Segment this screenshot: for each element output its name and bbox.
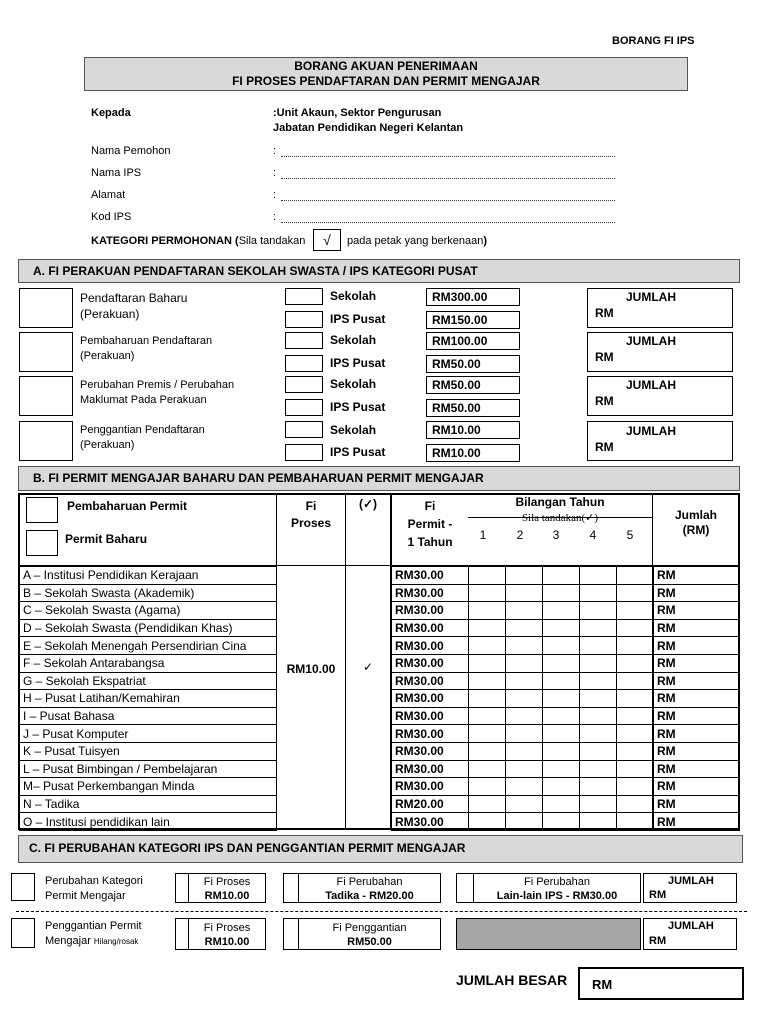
year-checkbox[interactable] bbox=[580, 742, 617, 760]
fi-permit-header bbox=[392, 497, 468, 551]
year-2: 2 bbox=[516, 528, 524, 542]
year-checkbox[interactable] bbox=[469, 690, 506, 708]
ips-pusat-fee: RM150.00 bbox=[426, 311, 520, 329]
table-row bbox=[392, 584, 740, 602]
year-checkbox[interactable] bbox=[580, 602, 617, 620]
pembaharuan-permit-checkbox[interactable] bbox=[26, 497, 58, 523]
year-checkbox[interactable] bbox=[543, 602, 580, 620]
perubahan-kategori-checkbox[interactable] bbox=[11, 873, 35, 901]
row-total[interactable]: RM bbox=[654, 795, 740, 813]
year-checkbox[interactable] bbox=[617, 619, 654, 637]
row-total[interactable]: RM bbox=[654, 742, 740, 760]
row-label-line1: Penggantian Pendaftaran bbox=[80, 424, 205, 436]
year-checkbox[interactable] bbox=[543, 725, 580, 743]
year-checkbox[interactable] bbox=[469, 602, 506, 620]
sekolah-label: Sekolah bbox=[330, 423, 377, 437]
year-checkbox[interactable] bbox=[543, 619, 580, 637]
year-checkbox[interactable] bbox=[617, 707, 654, 725]
section-b-title: B. FI PERMIT MENGAJAR BAHARU DAN PEMBAHARUAN PERMIT MENGAJAR bbox=[18, 466, 740, 491]
year-checkbox[interactable] bbox=[506, 813, 543, 831]
kategori-close: ) bbox=[483, 235, 488, 247]
permit-fee: RM30.00 bbox=[392, 602, 469, 620]
row-total[interactable]: RM bbox=[654, 672, 740, 690]
section-a-row-label bbox=[80, 423, 205, 453]
institution-row bbox=[20, 672, 277, 690]
row-total[interactable]: RM bbox=[654, 690, 740, 708]
permit-fee: RM30.00 bbox=[392, 813, 469, 831]
year-checkbox[interactable] bbox=[506, 795, 543, 813]
permit-fee: RM30.00 bbox=[392, 567, 469, 585]
permit-fee: RM30.00 bbox=[392, 760, 469, 778]
jumlah-box[interactable] bbox=[643, 918, 737, 950]
kepada-line2: Jabatan Pendidikan Negeri Kelantan bbox=[273, 122, 464, 134]
fee-label: Fi Perubahan bbox=[523, 876, 591, 888]
jumlah-label: JUMLAH bbox=[626, 290, 676, 304]
year-checkbox[interactable] bbox=[580, 690, 617, 708]
section-a-row-label bbox=[80, 378, 234, 408]
sekolah-label: Sekolah bbox=[330, 377, 377, 391]
institution-row bbox=[20, 707, 277, 725]
ips-pusat-checkbox[interactable] bbox=[285, 399, 323, 416]
year-checkbox[interactable] bbox=[506, 725, 543, 743]
year-checkbox[interactable] bbox=[506, 602, 543, 620]
institution-label: M– Pusat Perkembangan Minda bbox=[20, 778, 277, 796]
row-label-line1: Pendaftaran Baharu bbox=[80, 291, 188, 305]
form-title-line2: FI PROSES PENDAFTARAN DAN PERMIT MENGAJAR bbox=[232, 74, 540, 88]
jumlah-label: JUMLAH bbox=[626, 334, 676, 348]
institution-label: L – Pusat Bimbingan / Pembelajaran bbox=[20, 760, 277, 778]
alamat-label: Alamat bbox=[91, 189, 126, 201]
row-label-line2: (Perakuan) bbox=[80, 307, 140, 321]
fi-proses-box bbox=[188, 873, 266, 903]
fi-penggantian-box bbox=[298, 918, 441, 950]
section-c-title: C. FI PERUBAHAN KATEGORI IPS DAN PENGGANTIAN PERMIT MENGAJAR bbox=[18, 835, 743, 863]
form-code: BORANG FI IPS bbox=[612, 35, 695, 47]
ips-pusat-checkbox[interactable] bbox=[285, 311, 323, 328]
year-checkbox[interactable] bbox=[469, 637, 506, 655]
permit-baharu-checkbox[interactable] bbox=[26, 530, 58, 556]
kategori-heading: KATEGORI PERMOHONAN ( bbox=[91, 235, 239, 247]
table-row bbox=[392, 567, 740, 585]
sekolah-fee: RM50.00 bbox=[426, 376, 520, 394]
year-checkbox[interactable] bbox=[580, 567, 617, 585]
bilangan-tahun-header: Bilangan Tahun bbox=[515, 495, 605, 509]
kepada-line1: :Unit Akaun, Sektor Pengurusan bbox=[273, 107, 442, 119]
label-line: Permit Mengajar bbox=[45, 890, 126, 902]
row-total[interactable]: RM bbox=[654, 778, 740, 796]
year-checkbox[interactable] bbox=[543, 637, 580, 655]
institution-row bbox=[20, 813, 277, 831]
penggantian-pendaftaran-checkbox[interactable] bbox=[19, 421, 73, 461]
year-checkbox[interactable] bbox=[580, 672, 617, 690]
jumlah-box[interactable] bbox=[587, 421, 733, 461]
sekolah-label: Sekolah bbox=[330, 289, 377, 303]
row-label-line1: Perubahan Premis / Perubahan bbox=[80, 379, 235, 391]
year-checkbox[interactable] bbox=[506, 567, 543, 585]
perubahan-premis-checkbox[interactable] bbox=[19, 376, 73, 416]
year-checkbox[interactable] bbox=[543, 760, 580, 778]
ips-pusat-fee: RM10.00 bbox=[426, 444, 520, 462]
institution-label: O – Institusi pendidikan lain bbox=[20, 813, 277, 831]
year-checkbox[interactable] bbox=[580, 707, 617, 725]
table-row bbox=[392, 813, 740, 831]
row-total[interactable]: RM bbox=[654, 760, 740, 778]
sekolah-checkbox[interactable] bbox=[285, 421, 323, 438]
alamat-colon: : bbox=[273, 189, 277, 201]
jumlah-besar-field[interactable]: RM bbox=[578, 967, 744, 1000]
year-checkbox[interactable] bbox=[580, 725, 617, 743]
kategori-instruction-text: Sila tandakan bbox=[238, 235, 306, 247]
section-a-title: A. FI PERAKUAN PENDAFTARAN SEKOLAH SWASTA / IPS KATEGORI PUSAT bbox=[18, 259, 740, 283]
check-column-header: (✓) bbox=[358, 497, 378, 511]
year-checkbox[interactable] bbox=[580, 760, 617, 778]
kod-ips-field[interactable] bbox=[281, 222, 615, 223]
kategori-instruction-after bbox=[347, 235, 487, 247]
jumlah-label: JUMLAH bbox=[626, 378, 676, 392]
header-line: Fi bbox=[305, 499, 317, 513]
alamat-field[interactable] bbox=[281, 200, 615, 201]
rm-label: RM bbox=[595, 350, 614, 364]
permit-fee: RM20.00 bbox=[392, 795, 469, 813]
year-checkbox[interactable] bbox=[506, 778, 543, 796]
year-checkbox[interactable] bbox=[617, 813, 654, 831]
table-row bbox=[392, 760, 740, 778]
sample-check-box bbox=[313, 229, 341, 251]
header-line: Proses bbox=[290, 516, 332, 530]
year-checkbox[interactable] bbox=[543, 654, 580, 672]
nama-pemohon-label: Nama Pemohon bbox=[91, 145, 171, 157]
year-checkbox[interactable] bbox=[580, 584, 617, 602]
jumlah-box[interactable] bbox=[587, 332, 733, 372]
year-1: 1 bbox=[479, 528, 487, 542]
year-checkbox[interactable] bbox=[543, 567, 580, 585]
fee-label: Fi Perubahan bbox=[336, 876, 403, 888]
jumlah-label: JUMLAH bbox=[626, 424, 676, 438]
pendaftaran-baharu-checkbox[interactable] bbox=[19, 288, 73, 328]
fee-amount: RM10.00 bbox=[204, 936, 250, 948]
row-total[interactable]: RM bbox=[654, 567, 740, 585]
ips-pusat-label: IPS Pusat bbox=[330, 445, 386, 459]
year-checkbox[interactable] bbox=[506, 619, 543, 637]
row-total[interactable]: RM bbox=[654, 637, 740, 655]
year-checkbox[interactable] bbox=[543, 690, 580, 708]
row-total[interactable]: RM bbox=[654, 584, 740, 602]
ips-pusat-label: IPS Pusat bbox=[330, 312, 386, 326]
fee-label: Fi Proses bbox=[203, 876, 251, 888]
penggantian-permit-label bbox=[45, 919, 142, 949]
section-a-row-label bbox=[80, 334, 212, 364]
jumlah-header bbox=[653, 508, 739, 538]
permit-fee: RM30.00 bbox=[392, 637, 469, 655]
ips-pusat-label: IPS Pusat bbox=[330, 400, 386, 414]
institution-row bbox=[20, 795, 277, 813]
year-checkbox[interactable] bbox=[506, 760, 543, 778]
year-checkbox[interactable] bbox=[580, 619, 617, 637]
institution-row bbox=[20, 690, 277, 708]
permit-fee: RM30.00 bbox=[392, 672, 469, 690]
institution-label: H – Pusat Latihan/Kemahiran bbox=[20, 690, 277, 708]
year-checkbox[interactable] bbox=[506, 654, 543, 672]
lain-lain-checkbox[interactable] bbox=[456, 873, 474, 903]
year-checkbox[interactable] bbox=[617, 637, 654, 655]
table-row bbox=[392, 602, 740, 620]
institution-label: A – Institusi Pendidikan Kerajaan bbox=[20, 567, 277, 585]
year-3: 3 bbox=[552, 528, 560, 542]
year-checkbox[interactable] bbox=[617, 690, 654, 708]
jumlah-besar-label: JUMLAH BESAR bbox=[456, 972, 568, 988]
institution-row bbox=[20, 637, 277, 655]
year-checkbox[interactable] bbox=[617, 584, 654, 602]
institution-row bbox=[20, 567, 277, 585]
label-line: Penggantian Permit bbox=[45, 920, 142, 932]
year-checkbox[interactable] bbox=[506, 584, 543, 602]
nama-pemohon-field[interactable] bbox=[281, 156, 615, 157]
institution-label: B – Sekolah Swasta (Akademik) bbox=[20, 584, 277, 602]
fi-proses-box bbox=[188, 918, 266, 950]
perubahan-kategori-label bbox=[45, 874, 143, 904]
disabled-gray-box bbox=[456, 918, 641, 950]
header-line: (RM) bbox=[682, 523, 710, 537]
form-title-line1: BORANG AKUAN PENERIMAAN bbox=[294, 59, 478, 73]
jumlah-box[interactable] bbox=[643, 873, 737, 903]
institution-label: N – Tadika bbox=[20, 795, 277, 813]
year-checkbox[interactable] bbox=[580, 637, 617, 655]
nama-ips-colon: : bbox=[273, 167, 277, 179]
header-line: Fi bbox=[424, 499, 436, 513]
fee-amount: Tadika - RM20.00 bbox=[325, 890, 414, 902]
year-checkbox[interactable] bbox=[543, 742, 580, 760]
institution-row bbox=[20, 602, 277, 620]
table-row bbox=[392, 654, 740, 672]
fi-proses-value: RM10.00 bbox=[286, 662, 336, 676]
year-checkbox[interactable] bbox=[469, 707, 506, 725]
rm-label: RM bbox=[649, 889, 667, 901]
year-checkbox[interactable] bbox=[617, 725, 654, 743]
ips-pusat-label: IPS Pusat bbox=[330, 356, 386, 370]
table-row bbox=[392, 707, 740, 725]
sekolah-fee: RM10.00 bbox=[426, 421, 520, 439]
year-checkbox[interactable] bbox=[469, 813, 506, 831]
sekolah-label: Sekolah bbox=[330, 333, 377, 347]
sila-tandakan-note: Sila tandakan(✓) bbox=[521, 512, 599, 524]
permit-fee: RM30.00 bbox=[392, 619, 469, 637]
institution-row bbox=[20, 742, 277, 760]
year-checkbox[interactable] bbox=[543, 707, 580, 725]
permit-fee: RM30.00 bbox=[392, 778, 469, 796]
fi-proses-header bbox=[277, 498, 345, 532]
year-checkbox[interactable] bbox=[617, 672, 654, 690]
table-row bbox=[392, 742, 740, 760]
jumlah-box[interactable] bbox=[587, 288, 733, 328]
jumlah-box[interactable] bbox=[587, 376, 733, 416]
fee-amount: RM50.00 bbox=[347, 936, 392, 948]
year-checkbox[interactable] bbox=[580, 778, 617, 796]
year-checkbox[interactable] bbox=[543, 813, 580, 831]
year-checkbox[interactable] bbox=[543, 672, 580, 690]
year-checkbox[interactable] bbox=[580, 654, 617, 672]
year-checkbox[interactable] bbox=[617, 654, 654, 672]
year-4: 4 bbox=[589, 528, 597, 542]
form-title-bar bbox=[84, 57, 688, 91]
table-row bbox=[392, 619, 740, 637]
sekolah-checkbox[interactable] bbox=[285, 288, 323, 305]
institution-label: D – Sekolah Swasta (Pendidikan Khas) bbox=[20, 619, 277, 637]
row-total[interactable]: RM bbox=[654, 602, 740, 620]
nama-ips-field[interactable] bbox=[281, 178, 615, 179]
row-total[interactable]: RM bbox=[654, 654, 740, 672]
label-line: Mengajar bbox=[45, 935, 91, 947]
fee-label: Fi Proses bbox=[203, 922, 251, 934]
year-checkbox[interactable] bbox=[506, 690, 543, 708]
institution-label: K – Pusat Tuisyen bbox=[20, 742, 277, 760]
kod-ips-label: Kod IPS bbox=[91, 211, 132, 223]
penggantian-permit-checkbox[interactable] bbox=[11, 918, 35, 948]
institution-list bbox=[19, 566, 277, 831]
row-total[interactable]: RM bbox=[654, 725, 740, 743]
year-checkbox[interactable] bbox=[617, 742, 654, 760]
institution-label: I – Pusat Bahasa bbox=[20, 707, 277, 725]
header-line: Jumlah bbox=[674, 508, 717, 522]
fi-perubahan-tadika-box bbox=[298, 873, 441, 903]
year-checkbox[interactable] bbox=[469, 742, 506, 760]
institution-label: J – Pusat Komputer bbox=[20, 725, 277, 743]
year-checkbox[interactable] bbox=[543, 778, 580, 796]
institution-label: C – Sekolah Swasta (Agama) bbox=[20, 602, 277, 620]
year-checkbox[interactable] bbox=[543, 795, 580, 813]
year-checkbox[interactable] bbox=[506, 707, 543, 725]
institution-row bbox=[20, 725, 277, 743]
year-checkbox[interactable] bbox=[617, 760, 654, 778]
label-line: Perubahan Kategori bbox=[45, 875, 143, 887]
permit-fee: RM30.00 bbox=[392, 584, 469, 602]
rm-label: RM bbox=[595, 306, 614, 320]
institution-row bbox=[20, 654, 277, 672]
tadika-checkbox[interactable] bbox=[283, 873, 299, 903]
jumlah-label: JUMLAH bbox=[668, 920, 714, 932]
nama-pemohon-colon: : bbox=[273, 145, 277, 157]
year-checkbox[interactable] bbox=[469, 672, 506, 690]
year-checkbox[interactable] bbox=[580, 795, 617, 813]
row-label-line2: (Perakuan) bbox=[80, 439, 135, 451]
rm-label: RM bbox=[595, 440, 614, 454]
permit-fee: RM30.00 bbox=[392, 690, 469, 708]
row-label-line1: Pembaharuan Pendaftaran bbox=[80, 335, 213, 347]
section-a-row-label bbox=[80, 290, 187, 322]
sekolah-fee: RM100.00 bbox=[426, 332, 520, 350]
year-checkbox[interactable] bbox=[580, 813, 617, 831]
pembaharuan-pendaftaran-checkbox[interactable] bbox=[19, 332, 73, 372]
header-line: 1 Tahun bbox=[407, 535, 453, 549]
fee-amount: RM10.00 bbox=[204, 890, 250, 902]
year-checkbox[interactable] bbox=[506, 672, 543, 690]
fi-proses-checkbox[interactable] bbox=[175, 873, 189, 903]
ips-pusat-fee: RM50.00 bbox=[426, 399, 520, 417]
fi-proses-checkbox[interactable] bbox=[175, 918, 189, 950]
kategori-instruction-tail: pada petak yang berkenaan bbox=[347, 235, 484, 247]
fee-label: Fi Penggantian bbox=[332, 922, 407, 934]
fi-penggantian-checkbox[interactable] bbox=[283, 918, 299, 950]
table-row bbox=[392, 690, 740, 708]
row-total[interactable]: RM bbox=[654, 707, 740, 725]
row-total[interactable]: RM bbox=[654, 813, 740, 831]
ips-pusat-checkbox[interactable] bbox=[285, 355, 323, 372]
year-checkbox[interactable] bbox=[469, 567, 506, 585]
institution-row bbox=[20, 760, 277, 778]
table-row bbox=[392, 672, 740, 690]
header-line: Permit - bbox=[407, 517, 453, 531]
row-label-line2: (Perakuan) bbox=[80, 350, 135, 362]
year-checkbox[interactable] bbox=[617, 795, 654, 813]
kepada-label: Kepada bbox=[91, 107, 131, 119]
year-checkbox[interactable] bbox=[469, 795, 506, 813]
row-total[interactable]: RM bbox=[654, 619, 740, 637]
ips-pusat-fee: RM50.00 bbox=[426, 355, 520, 373]
year-checkbox[interactable] bbox=[469, 619, 506, 637]
row-label-line2: Maklumat Pada Perakuan bbox=[80, 394, 207, 406]
fi-perubahan-lain-box bbox=[473, 873, 641, 903]
rm-label: RM bbox=[649, 935, 667, 947]
year-checkbox[interactable] bbox=[506, 742, 543, 760]
table-row bbox=[392, 778, 740, 796]
year-checkbox[interactable] bbox=[543, 584, 580, 602]
institution-row bbox=[20, 619, 277, 637]
fee-amount: Lain-lain IPS - RM30.00 bbox=[496, 890, 618, 902]
year-checkbox[interactable] bbox=[617, 778, 654, 796]
permit-fee: RM30.00 bbox=[392, 742, 469, 760]
label-note: Hilang/rosak bbox=[93, 937, 139, 946]
pembaharuan-permit-label: Pembaharuan Permit bbox=[67, 499, 188, 513]
year-5: 5 bbox=[626, 528, 634, 542]
table-row bbox=[392, 795, 740, 813]
checkmark-icon: √ bbox=[323, 232, 331, 248]
year-checkbox[interactable] bbox=[469, 760, 506, 778]
table-row bbox=[392, 725, 740, 743]
year-checkbox[interactable] bbox=[469, 725, 506, 743]
ips-pusat-checkbox[interactable] bbox=[285, 444, 323, 461]
permit-fee: RM30.00 bbox=[392, 725, 469, 743]
kod-ips-colon: : bbox=[273, 211, 277, 223]
institution-row bbox=[20, 584, 277, 602]
year-checkbox[interactable] bbox=[469, 654, 506, 672]
permit-baharu-label: Permit Baharu bbox=[65, 532, 148, 546]
jumlah-label: JUMLAH bbox=[668, 875, 714, 887]
fi-proses-check-icon: ✓ bbox=[362, 660, 374, 674]
year-checkbox[interactable] bbox=[617, 567, 654, 585]
rm-label: RM bbox=[595, 394, 614, 408]
permit-fee: RM30.00 bbox=[392, 707, 469, 725]
nama-ips-label: Nama IPS bbox=[91, 167, 142, 179]
sekolah-checkbox[interactable] bbox=[285, 332, 323, 349]
kategori-instruction bbox=[91, 235, 305, 247]
permit-fee-grid bbox=[391, 566, 740, 831]
year-checkbox[interactable] bbox=[617, 602, 654, 620]
year-checkbox[interactable] bbox=[506, 637, 543, 655]
institution-label: F – Sekolah Antarabangsa bbox=[20, 654, 277, 672]
sekolah-fee: RM300.00 bbox=[426, 288, 520, 306]
institution-row bbox=[20, 778, 277, 796]
institution-label: G – Sekolah Ekspatriat bbox=[20, 672, 277, 690]
year-checkbox[interactable] bbox=[469, 584, 506, 602]
permit-fee: RM30.00 bbox=[392, 654, 469, 672]
dashed-separator bbox=[16, 911, 747, 912]
sekolah-checkbox[interactable] bbox=[285, 376, 323, 393]
table-row bbox=[392, 637, 740, 655]
year-checkbox[interactable] bbox=[469, 778, 506, 796]
institution-label: E – Sekolah Menengah Persendirian Cina bbox=[20, 637, 277, 655]
